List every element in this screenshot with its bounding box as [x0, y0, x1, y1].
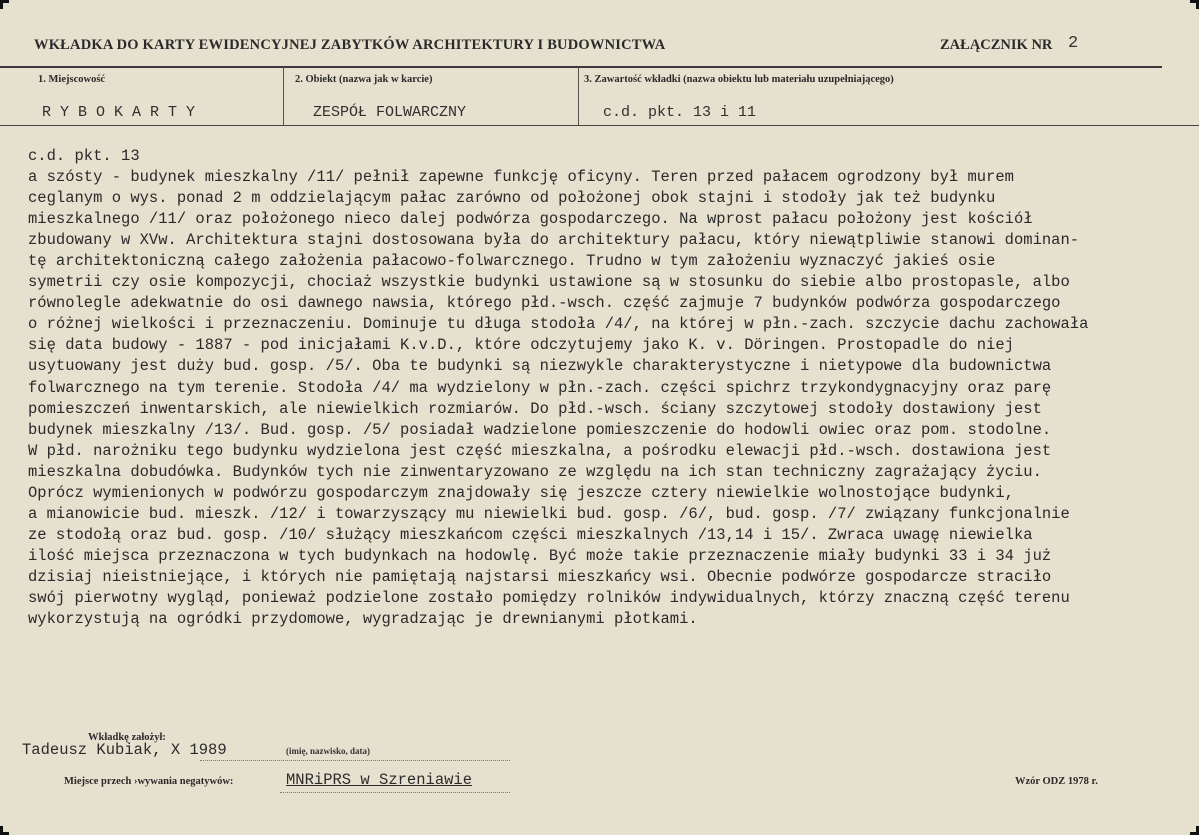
prepared-by-underline: [200, 760, 510, 761]
scan-corner-top-left: [0, 0, 9, 9]
body-line: ze stodołą oraz bud. gosp. /10/ służący mieszkańcom części mieszkalnych /13,14 i 15/. Zwraca uwagę niewielka: [28, 525, 1033, 544]
body-line: Oprócz wymienionych w podwórzu gospodarczym znajdowały się jeszcze cztery niewielkie wolnostojące budynki,: [28, 483, 1014, 502]
header-top-rule: [0, 66, 1162, 68]
locality-label: 1. Miejscowość: [38, 74, 106, 85]
body-line: budynek mieszkalny /13/. Bud. gosp. /5/ posiadał wadzielone pomieszczenie do hodowli owiec oraz pom. stodolne.: [28, 420, 1052, 439]
body-line: a mianowicie bud. mieszk. /12/ i towarzyszący mu niewielki bud. gosp. /6/, bud. gosp. /7/ związany funkcjonalnie: [28, 504, 1070, 523]
body-line: symetrii czy osie kompozycji, chociaż wszystkie budynki ustawione są w stosunku do siebie albo prostopasle, albo: [28, 273, 1070, 292]
body-line: równolegle adekwatnie do osi dawnego nawsia, którego płd.-wsch. część zajmuje 7 budynków podwórza gospodarczego: [28, 294, 1061, 313]
body-line: ilość miejsca przeznaczona w tych budynkach na hodowlę. Być może takie przeznaczenie miały budynki 33 i 34 już: [28, 546, 1052, 565]
locality-value: R Y B O K A R T Y: [42, 104, 196, 121]
body-line: folwarcznego na tym terenie. Stodoła /4/ ma wydzielony w płn.-zach. części spichrz trzykondygnacyjny oraz parę: [28, 378, 1052, 397]
annex-number: 2: [1068, 34, 1079, 53]
field-divider-1: [283, 67, 284, 125]
body-line: mieszkalnego /11/ oraz położonego nieco dalej podwórza gospodarczego. Na wprost pałacu położony jest kościół: [28, 210, 1033, 229]
prepared-by-value: Tadeusz Kubiak, X 1989: [22, 741, 227, 759]
body-line: W płd. narożniku tego budynku wydzielona jest część mieszkalna, a pośrodku elewacji płd.-wsch. dostawiona jest: [28, 441, 1052, 460]
body-line: się data budowy - 1887 - pod inicjałami K.v.D., które odczytujemy jako K. v. Döringen. Prostopadle do niej: [28, 336, 1014, 355]
body-line: tę architektoniczną całego założenia pałacowo-folwarcznego. Trudno w tym założeniu wyznaczyć jakieś osie: [28, 252, 996, 271]
body-line: usytuowany jest duży bud. gosp. /5/. Oba te budynki są niezwykle charakterystyczne i nietypowe dla budownictwa: [28, 357, 1052, 376]
body-line: c.d. pkt. 13: [28, 147, 140, 165]
form-version: Wzór ODZ 1978 r.: [1015, 776, 1098, 787]
scan-corner-bottom-left: [0, 826, 9, 835]
field-divider-2: [578, 67, 579, 125]
body-line: pomieszczeń inwentarskich, ale niewielkich rozmiarów. Do płd.-wsch. ściany szczytowej stodoły dostawiony jest: [28, 399, 1042, 418]
negatives-value: MNRiPRS w Szreniawie: [286, 771, 473, 789]
document-body: [28, 146, 1193, 630]
body-line: mieszkalna dobudówka. Budynków tych nie zinwentaryzowano ze względu na ich stan techniczny zagrażający życiu.: [28, 462, 1042, 481]
header-bottom-rule: [0, 125, 1199, 126]
body-line: a szósty - budynek mieszkalny /11/ pełnił zapewne funkcję oficyny. Teren przed pałacem ogrodzony był murem: [28, 168, 1014, 187]
body-line: zbudowany w XVw. Architektura stajni dostosowana była do architektury pałacu, który niewątpliwie stanowi dominan-: [28, 231, 1080, 250]
body-line: ceglanym o wys. ponad 2 m oddzielającym pałac zarówno od położonej obok stajni i stodoły jak też budynku: [28, 189, 996, 208]
negatives-underline: [280, 792, 510, 793]
body-line: dzisiaj nieistniejące, i których nie pamiętają najstarsi mieszkańcy wsi. Obecnie podwórze gospodarcze straciło: [28, 567, 1052, 586]
annex-label: ZAŁĄCZNIK NR: [940, 37, 1053, 53]
body-line: wykorzystują na ogródki przydomowe, wygradzając je drewnianymi płotkami.: [28, 610, 698, 629]
object-value: ZESPÓŁ FOLWARCZNY: [313, 104, 467, 121]
object-label: 2. Obiekt (nazwa jak w karcie): [295, 74, 433, 85]
body-line: o różnej wielkości i przeznaczeniu. Dominuje tu długa stodoła /4/, na której w płn.-zach. szczycie dachu zachowała: [28, 315, 1089, 334]
card-title: WKŁADKA DO KARTY EWIDENCYJNEJ ZABYTKÓW ARCHITEKTURY I BUDOWNICTWA: [34, 37, 666, 53]
prepared-by-hint: (imię, nazwisko, data): [286, 746, 370, 756]
prepared-by-label: Wkładkę założył:: [88, 732, 166, 743]
content-value: c.d. pkt. 13 i 11: [603, 104, 757, 121]
scan-corner-top-right: [1190, 0, 1199, 9]
negatives-label: Miejsce przech ›wywania negatywów:: [64, 776, 234, 787]
scan-corner-bottom-right: [1190, 826, 1199, 835]
content-label: 3. Zawartość wkładki (nazwa obiektu lub materiału uzupełniającego): [584, 74, 894, 85]
body-line: swój pierwotny wygląd, ponieważ podzielone zostało pomiędzy rolników indywidualnych, którzy znaczną część terenu: [28, 588, 1070, 607]
